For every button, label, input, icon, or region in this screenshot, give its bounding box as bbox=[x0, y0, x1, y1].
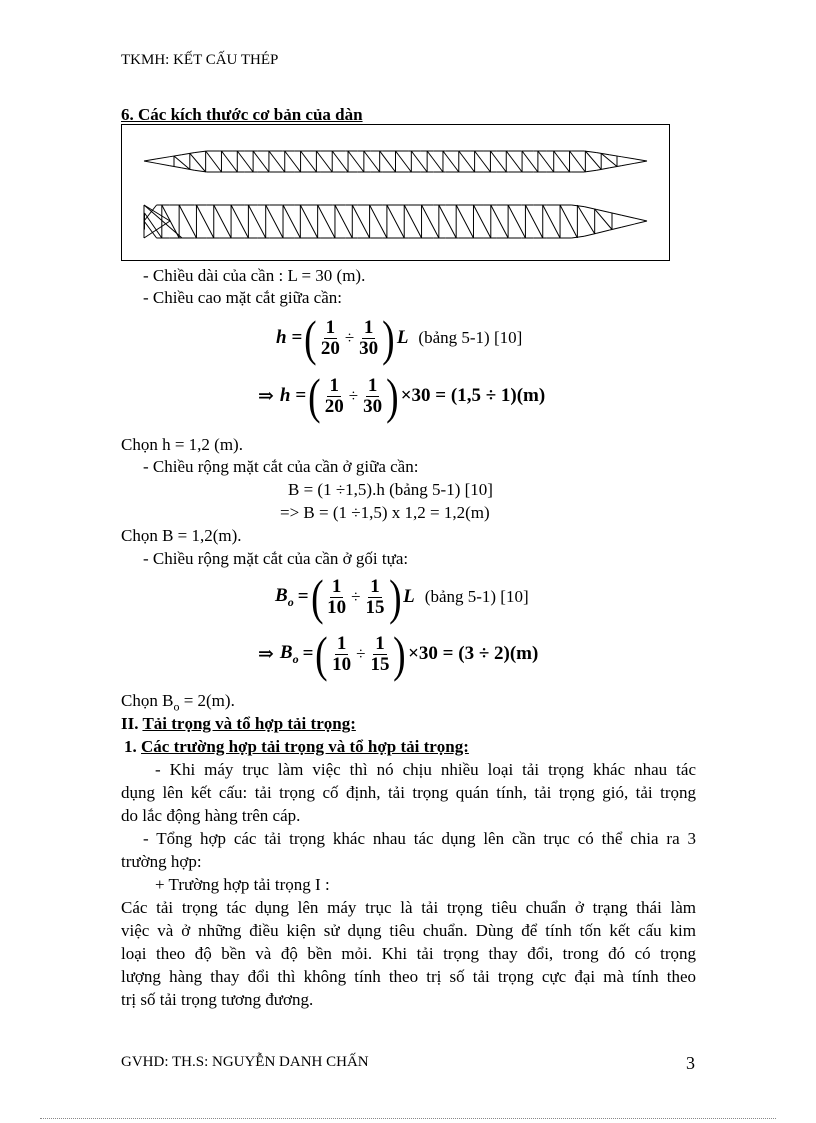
fraction-1-20 bbox=[323, 376, 346, 417]
b-formula-1: B = (1 ÷1,5).h (bảng 5-1) [10] bbox=[288, 480, 493, 499]
truss-member bbox=[370, 205, 387, 238]
para-3-line-4: lượng hàng thay đổi thì không tính theo trị số tải trọng cực đại mà tính theo bbox=[121, 967, 696, 986]
denominator: 20 bbox=[324, 395, 344, 417]
numerator: 1 bbox=[363, 316, 374, 338]
b-formula-2: => B = (1 ÷1,5) x 1,2 = 1,2(m) bbox=[280, 503, 490, 522]
truss-member bbox=[196, 205, 213, 238]
divide-sign: ÷ bbox=[356, 644, 366, 663]
formula-bo-result bbox=[258, 626, 539, 682]
page-number: 3 bbox=[686, 1053, 695, 1073]
implies-arrow: ⇒ bbox=[258, 643, 274, 665]
para-3-line-5: trị số tải trọng tương đương. bbox=[121, 990, 314, 1009]
truss-member bbox=[221, 151, 237, 172]
truss-member bbox=[404, 205, 421, 238]
truss-member bbox=[231, 205, 248, 238]
truss-member bbox=[475, 151, 491, 172]
truss-member bbox=[352, 205, 369, 238]
truss-member bbox=[248, 205, 265, 238]
truss-member bbox=[525, 205, 542, 238]
formula-bo-lhs bbox=[275, 585, 294, 610]
truss-member bbox=[456, 205, 473, 238]
formula-bo bbox=[275, 569, 529, 625]
truss-member bbox=[634, 218, 647, 221]
divide-sign: ÷ bbox=[351, 587, 361, 606]
section-6-heading: 6. Các kích thước cơ bản của dàn bbox=[121, 105, 363, 124]
numerator: 1 bbox=[331, 575, 342, 597]
truss-member bbox=[396, 151, 412, 172]
case-1-label: + Trường hợp tải trọng I : bbox=[155, 875, 330, 894]
page-bottom-dotted-line bbox=[40, 1118, 776, 1119]
denominator: 10 bbox=[327, 596, 347, 618]
truss-member bbox=[570, 151, 586, 172]
numerator: 1 bbox=[375, 632, 385, 654]
subsection-1-heading bbox=[124, 736, 469, 758]
truss-member bbox=[157, 163, 170, 165]
numerator: 1 bbox=[370, 575, 380, 597]
truss-member bbox=[422, 205, 439, 238]
page-header-title: TKMH: KẾT CẤU THÉP bbox=[121, 52, 279, 68]
paren-open: ( bbox=[304, 310, 317, 366]
truss-member bbox=[597, 230, 610, 233]
truss-member bbox=[609, 166, 622, 168]
denominator: 30 bbox=[363, 395, 383, 417]
numerator: 1 bbox=[329, 374, 339, 396]
paren-close: ) bbox=[388, 569, 402, 625]
truss-member bbox=[332, 151, 348, 172]
truss-member bbox=[622, 215, 635, 218]
truss-member bbox=[380, 151, 396, 172]
truss-member bbox=[634, 221, 647, 224]
formula-h-result bbox=[258, 368, 546, 424]
truss-member bbox=[439, 205, 456, 238]
bo-symbol: B bbox=[279, 641, 293, 663]
truss-member bbox=[543, 205, 560, 238]
truss-member bbox=[300, 205, 317, 238]
fraction-1-20 bbox=[319, 318, 342, 359]
truss-member bbox=[427, 151, 443, 172]
paren-close: ) bbox=[393, 626, 407, 682]
truss-member bbox=[459, 151, 475, 172]
fraction-1-10 bbox=[325, 577, 348, 618]
denominator: 15 bbox=[370, 653, 390, 675]
formula-h-lhs: h = bbox=[276, 327, 303, 348]
truss-member bbox=[577, 205, 594, 234]
formula-bo-ref: (bảng 5-1) [10] bbox=[424, 587, 529, 606]
denominator: 30 bbox=[359, 337, 379, 359]
choose-bo-post: = 2(m). bbox=[179, 691, 235, 710]
numerator: 1 bbox=[367, 374, 378, 396]
fraction-1-10 bbox=[330, 634, 353, 675]
footer-advisor: GVHD: TH.S: NGUYỄN DANH CHẤN bbox=[121, 1054, 369, 1070]
truss-member bbox=[522, 151, 538, 172]
para-1-line-1: - Khi máy trục làm việc thì nó chịu nhiều loại tải trọng khác nhau tác bbox=[155, 760, 696, 779]
truss-member bbox=[411, 151, 427, 172]
equals-sign: = bbox=[297, 586, 309, 607]
paren-close: ) bbox=[386, 368, 399, 424]
formula-h-var: L bbox=[396, 327, 409, 348]
truss-member bbox=[609, 212, 622, 215]
formula-h2-lhs: h = bbox=[279, 385, 307, 406]
truss-member bbox=[554, 151, 570, 172]
formula-bo-var: L bbox=[403, 586, 415, 607]
truss-member bbox=[609, 155, 622, 157]
truss-member bbox=[285, 151, 301, 172]
truss-member bbox=[144, 159, 157, 161]
truss-member bbox=[443, 151, 459, 172]
divide-sign: ÷ bbox=[344, 328, 355, 347]
para-2-line-2: trường hợp: bbox=[121, 852, 202, 871]
truss-member bbox=[190, 153, 206, 172]
formula-bo2-lhs bbox=[280, 642, 299, 667]
numerator: 1 bbox=[336, 632, 347, 654]
section-2-heading bbox=[121, 713, 356, 735]
para-3-line-3: loại theo độ bền và độ bền mỏi. Khi tải trọng thay đổi, trong đó có trọng bbox=[121, 944, 696, 963]
truss-member bbox=[144, 205, 182, 238]
choose-bo-sub: o bbox=[173, 699, 180, 714]
truss-member bbox=[634, 159, 647, 161]
truss-member bbox=[269, 151, 285, 172]
denominator: 20 bbox=[320, 337, 340, 359]
truss-member bbox=[335, 205, 352, 238]
choose-b: Chọn B = 1,2(m). bbox=[121, 526, 242, 545]
truss-member bbox=[622, 157, 635, 159]
subsection-1-number: 1. bbox=[124, 737, 137, 756]
bo-subscript: o bbox=[287, 594, 294, 609]
truss-member bbox=[491, 205, 508, 238]
subsection-1-title: Các trường hợp tải trọng và tổ hợp tải trọng: bbox=[141, 737, 469, 756]
para-2-line-1: - Tổng hợp các tải trọng khác nhau tác dụng lên cần trục có thể chia ra 3 bbox=[143, 829, 696, 848]
truss-member bbox=[316, 151, 332, 172]
truss-diagram bbox=[121, 124, 670, 261]
truss-member bbox=[348, 151, 364, 172]
equals-sign: = bbox=[302, 643, 314, 664]
bo-symbol: B bbox=[275, 584, 288, 606]
para-3-line-1: Các tải trọng tác dụng lên máy trục là tải trọng tiêu chuẩn ở trạng thái làm bbox=[121, 898, 696, 917]
truss-member bbox=[253, 151, 269, 172]
formula-h bbox=[276, 310, 523, 366]
numerator: 1 bbox=[325, 316, 336, 338]
height-label: - Chiều cao mặt cắt giữa cần: bbox=[143, 288, 342, 307]
fraction-1-15 bbox=[368, 634, 391, 675]
truss-member bbox=[634, 161, 647, 163]
truss-member bbox=[597, 168, 610, 170]
width-mid-label: - Chiều rộng mặt cắt của cần ở giữa cần: bbox=[143, 457, 419, 476]
truss-member bbox=[508, 205, 525, 238]
truss-member bbox=[585, 151, 601, 169]
truss-member bbox=[622, 163, 635, 165]
paren-open: ( bbox=[310, 569, 324, 625]
truss-member bbox=[206, 151, 222, 172]
paren-open: ( bbox=[308, 368, 321, 424]
para-1-line-3: do lắc động hàng trên cáp. bbox=[121, 806, 301, 825]
fraction-1-30 bbox=[361, 376, 384, 417]
truss-member bbox=[237, 151, 253, 172]
denominator: 15 bbox=[365, 596, 385, 618]
choose-bo-pre: Chọn B bbox=[121, 691, 174, 710]
truss-member bbox=[387, 205, 404, 238]
truss-member bbox=[179, 205, 196, 238]
truss-member bbox=[266, 205, 283, 238]
truss-member bbox=[473, 205, 490, 238]
width-support-label: - Chiều rộng mặt cắt của cần ở gối tựa: bbox=[143, 549, 409, 568]
bo-subscript: o bbox=[292, 651, 299, 666]
para-1-line-2: dụng lên kết cấu: tải trọng cố định, tải trọng quán tính, tải trọng gió, tải trọng bbox=[121, 783, 696, 802]
choose-h: Chọn h = 1,2 (m). bbox=[121, 435, 243, 454]
truss-member bbox=[144, 205, 157, 221]
truss-member bbox=[538, 151, 554, 172]
truss-diagram-svg bbox=[122, 125, 669, 260]
truss-member bbox=[622, 224, 635, 227]
truss-member bbox=[318, 205, 335, 238]
formula-h2-result: ×30 = (1,5 ÷ 1)(m) bbox=[400, 385, 546, 406]
truss-member bbox=[597, 210, 610, 213]
denominator: 10 bbox=[332, 653, 352, 675]
truss-member bbox=[364, 151, 380, 172]
truss-member bbox=[194, 151, 207, 153]
truss-member bbox=[584, 170, 597, 172]
truss-member bbox=[506, 151, 522, 172]
truss-member bbox=[283, 205, 300, 238]
truss-member bbox=[144, 221, 157, 238]
truss-member bbox=[182, 153, 195, 155]
divide-sign: ÷ bbox=[348, 386, 359, 405]
length-line: - Chiều dài của cần : L = 30 (m). bbox=[143, 266, 366, 285]
fraction-1-30 bbox=[357, 318, 380, 359]
section-2-title: Tải trọng và tổ hợp tải trọng: bbox=[142, 714, 356, 733]
truss-member bbox=[144, 161, 157, 163]
truss-member bbox=[490, 151, 506, 172]
truss-member bbox=[169, 155, 182, 157]
section-2-number: II. bbox=[121, 714, 139, 733]
truss-member bbox=[214, 205, 231, 238]
truss-member bbox=[560, 205, 577, 238]
paren-close: ) bbox=[382, 310, 395, 366]
truss-member bbox=[169, 166, 182, 168]
truss-member bbox=[301, 151, 317, 172]
formula-h-ref: (bảng 5-1) [10] bbox=[418, 328, 523, 347]
truss-bottom bbox=[144, 205, 647, 238]
paren-open: ( bbox=[315, 626, 329, 682]
formula-bo2-result: ×30 = (3 ÷ 2)(m) bbox=[408, 643, 539, 664]
truss-top bbox=[144, 151, 647, 172]
para-3-line-2: việc và ở những điều kiện sử dụng tiêu chuẩn. Dùng để tính tốn kết cấu kim bbox=[121, 921, 696, 940]
truss-member bbox=[157, 157, 170, 159]
implies-arrow: ⇒ bbox=[258, 385, 274, 407]
fraction-1-15 bbox=[364, 577, 387, 618]
